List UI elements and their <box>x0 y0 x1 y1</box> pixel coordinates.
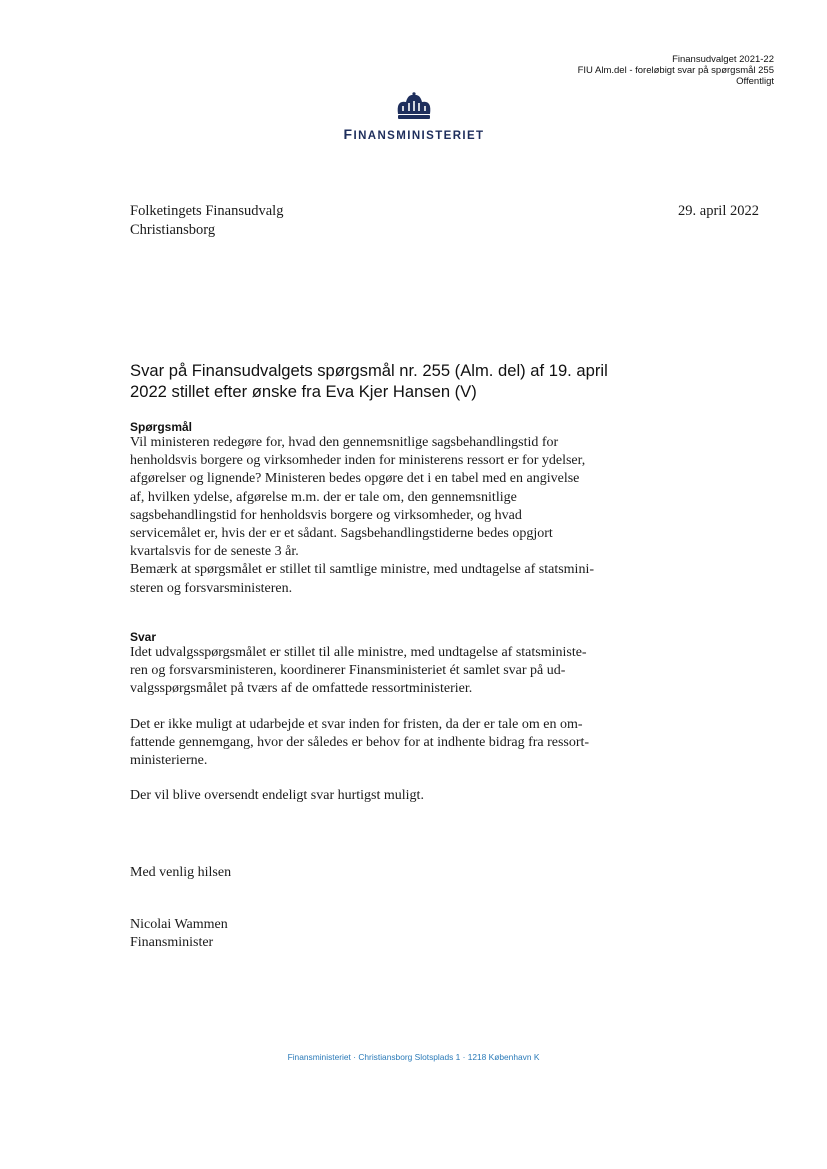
text-line: af, hvilken ydelse, afgørelse m.m. der er tale om, den gennemsnitlige <box>130 489 517 505</box>
title-line: Svar på Finansudvalgets spørgsmål nr. 255 (Alm. del) af 19. april <box>130 361 608 380</box>
text-line: Det er ikke muligt at udarbejde et svar inden for fristen, da der er tale om en om- <box>130 716 583 732</box>
question-heading: Spørgsmål <box>130 420 193 434</box>
signer-name: Nicolai Wammen <box>130 917 228 932</box>
answer-paragraph <box>130 787 610 805</box>
crown-icon <box>394 92 434 122</box>
logo-wordmark <box>333 126 495 142</box>
stamp-reference: FIU Alm.del - foreløbigt svar på spørgsmål 255 <box>577 65 774 76</box>
text-line: kvartalsvis for de seneste 3 år. <box>130 544 299 560</box>
text-line: Vil ministeren redegøre for, hvad den gennemsnitlige sagsbehandlingstid for <box>130 435 559 450</box>
text-line: ministerierne. <box>130 753 208 769</box>
stamp-status: Offentligt <box>736 76 774 87</box>
answer-paragraph <box>130 716 610 771</box>
answer-heading: Svar <box>130 630 157 644</box>
question-text <box>130 434 610 598</box>
text-line: Bemærk at spørgsmålet er stillet til samtlige ministre, med undtagelse af statsmini- <box>130 562 594 578</box>
closing-greeting: Med venlig hilsen <box>130 865 232 880</box>
letter-date: 29. april 2022 <box>678 203 759 219</box>
answer-section <box>130 630 610 805</box>
title-line: 2022 stillet efter ønske fra Eva Kjer Hansen (V) <box>130 381 477 401</box>
signer-role: Finansminister <box>130 935 214 950</box>
recipient-address <box>130 202 283 240</box>
text-line: sagsbehandlingstid for henholdsvis borgere og virksomheder, og hvad <box>130 507 522 523</box>
recipient-location: Christiansborg <box>130 222 216 238</box>
text-line: Der vil blive oversendt endeligt svar hurtigst muligt. <box>130 788 424 804</box>
ministry-logo <box>333 92 495 142</box>
question-section <box>130 420 610 598</box>
letter-title <box>130 361 620 402</box>
answer-paragraph <box>130 644 610 699</box>
text-line: Idet udvalgsspørgsmålet er stillet til alle ministre, med undtagelse af statsministe- <box>130 645 587 660</box>
stamp-committee: Finansudvalget 2021-22 <box>672 54 774 65</box>
text-line: ren og forsvarsministeren, koordinerer Finansministeriet ét samlet svar på ud- <box>130 663 566 679</box>
document-stamp <box>474 54 774 87</box>
text-line: valgsspørgsmålet på tværs af de omfattede ressortministerier. <box>130 681 473 697</box>
text-line: henholdsvis borgere og virksomheder inden for ministerens ressort er for ydelser, <box>130 453 586 469</box>
text-line: fattende gennemgang, hvor der således er behov for at indhente bidrag fra ressort- <box>130 734 590 750</box>
footer-address: Finansministeriet · Christiansborg Slotsplads 1 · 1218 København K <box>287 1052 540 1062</box>
text-line: steren og forsvarsministeren. <box>130 580 293 596</box>
logo-initial: F <box>343 126 354 142</box>
logo-rest: INANSMINISTERIET <box>353 130 485 142</box>
text-line: afgørelser og lignende? Ministeren bedes opgøre det i en tabel med en angivelse <box>130 471 580 487</box>
signature-block <box>130 916 228 952</box>
recipient-name: Folketingets Finansudvalg <box>130 203 284 219</box>
text-line: servicemålet er, hvis der er et sådant. Sagsbehandlingstiderne bedes opgjort <box>130 526 553 542</box>
